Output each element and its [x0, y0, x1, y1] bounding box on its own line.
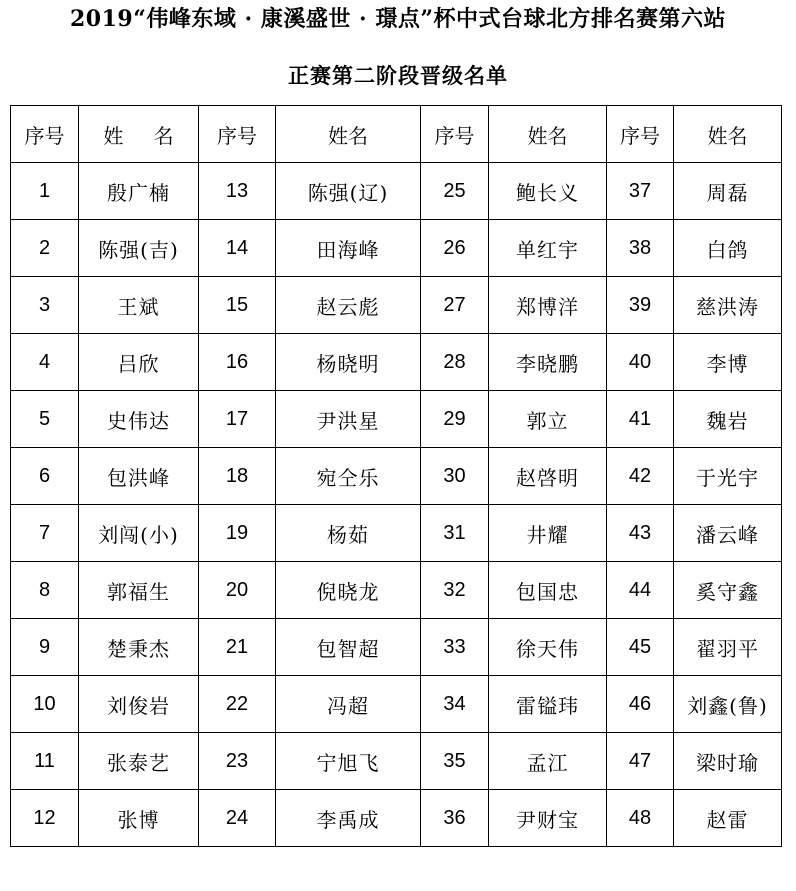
player-seed-number: 29	[421, 391, 489, 448]
player-name: 殷广楠	[79, 163, 199, 220]
player-seed-number: 14	[199, 220, 276, 277]
player-name: 奚守鑫	[674, 562, 782, 619]
player-seed-number: 9	[11, 619, 79, 676]
player-name: 赵云彪	[276, 277, 421, 334]
player-name: 孟江	[489, 733, 607, 790]
table-row	[11, 391, 782, 448]
player-name: 倪晓龙	[276, 562, 421, 619]
table-row	[11, 448, 782, 505]
player-seed-number: 6	[11, 448, 79, 505]
player-name: 张泰艺	[79, 733, 199, 790]
column-header-number: 序号	[607, 106, 674, 163]
player-seed-number: 41	[607, 391, 674, 448]
table-row	[11, 505, 782, 562]
player-name: 李禹成	[276, 790, 421, 847]
player-seed-number: 42	[607, 448, 674, 505]
player-seed-number: 3	[11, 277, 79, 334]
player-seed-number: 12	[11, 790, 79, 847]
player-seed-number: 43	[607, 505, 674, 562]
player-name: 井耀	[489, 505, 607, 562]
player-name: 雷镒玮	[489, 676, 607, 733]
player-name: 包智超	[276, 619, 421, 676]
table-row	[11, 277, 782, 334]
player-name: 田海峰	[276, 220, 421, 277]
player-seed-number: 16	[199, 334, 276, 391]
player-name: 尹洪星	[276, 391, 421, 448]
player-name: 李晓鹏	[489, 334, 607, 391]
player-name: 吕欣	[79, 334, 199, 391]
column-header-name: 姓名	[489, 106, 607, 163]
player-seed-number: 47	[607, 733, 674, 790]
player-name: 宁旭飞	[276, 733, 421, 790]
player-name: 潘云峰	[674, 505, 782, 562]
player-name: 郭立	[489, 391, 607, 448]
table-body	[11, 163, 782, 847]
player-seed-number: 7	[11, 505, 79, 562]
table-row	[11, 562, 782, 619]
player-name: 单红宇	[489, 220, 607, 277]
table-row	[11, 619, 782, 676]
player-name: 徐天伟	[489, 619, 607, 676]
player-seed-number: 34	[421, 676, 489, 733]
column-header-name: 姓名	[276, 106, 421, 163]
player-name: 张博	[79, 790, 199, 847]
player-seed-number: 40	[607, 334, 674, 391]
player-seed-number: 46	[607, 676, 674, 733]
player-seed-number: 2	[11, 220, 79, 277]
player-name: 刘鑫(鲁)	[674, 676, 782, 733]
player-name: 陈强(吉)	[79, 220, 199, 277]
player-name: 陈强(辽)	[276, 163, 421, 220]
player-name: 冯超	[276, 676, 421, 733]
player-name: 郭福生	[79, 562, 199, 619]
player-seed-number: 22	[199, 676, 276, 733]
column-header-name: 姓 名	[79, 106, 199, 163]
player-seed-number: 30	[421, 448, 489, 505]
player-seed-number: 45	[607, 619, 674, 676]
player-name: 李博	[674, 334, 782, 391]
player-name: 翟羽平	[674, 619, 782, 676]
player-seed-number: 24	[199, 790, 276, 847]
player-name: 史伟达	[79, 391, 199, 448]
player-seed-number: 33	[421, 619, 489, 676]
player-seed-number: 5	[11, 391, 79, 448]
player-name: 周磊	[674, 163, 782, 220]
player-seed-number: 48	[607, 790, 674, 847]
player-seed-number: 4	[11, 334, 79, 391]
player-seed-number: 36	[421, 790, 489, 847]
document-subtitle: 正赛第二阶段晋级名单	[288, 63, 508, 88]
player-name: 郑博洋	[489, 277, 607, 334]
document-title: 2019“伟峰东域 · 康溪盛世 · 璟点”杯中式台球北方排名赛第六站	[70, 6, 726, 32]
player-seed-number: 35	[421, 733, 489, 790]
column-header-number: 序号	[11, 106, 79, 163]
player-seed-number: 19	[199, 505, 276, 562]
player-name: 杨茹	[276, 505, 421, 562]
table-row	[11, 220, 782, 277]
table-header-row	[11, 106, 782, 163]
player-name: 杨晓明	[276, 334, 421, 391]
table-row	[11, 676, 782, 733]
table-row	[11, 163, 782, 220]
player-seed-number: 10	[11, 676, 79, 733]
player-seed-number: 21	[199, 619, 276, 676]
qualifier-table	[10, 105, 782, 847]
player-name: 赵啓明	[489, 448, 607, 505]
player-name: 梁时瑜	[674, 733, 782, 790]
player-name: 白鸽	[674, 220, 782, 277]
player-seed-number: 37	[607, 163, 674, 220]
player-seed-number: 1	[11, 163, 79, 220]
player-seed-number: 13	[199, 163, 276, 220]
column-header-name: 姓名	[674, 106, 782, 163]
player-seed-number: 39	[607, 277, 674, 334]
player-name: 宛仝乐	[276, 448, 421, 505]
player-name: 魏岩	[674, 391, 782, 448]
player-seed-number: 28	[421, 334, 489, 391]
player-seed-number: 11	[11, 733, 79, 790]
player-seed-number: 32	[421, 562, 489, 619]
player-seed-number: 31	[421, 505, 489, 562]
table-row	[11, 733, 782, 790]
column-header-number: 序号	[199, 106, 276, 163]
player-seed-number: 26	[421, 220, 489, 277]
player-seed-number: 23	[199, 733, 276, 790]
player-name: 慈洪涛	[674, 277, 782, 334]
table-row	[11, 790, 782, 847]
player-name: 王斌	[79, 277, 199, 334]
player-name: 尹财宝	[489, 790, 607, 847]
player-seed-number: 8	[11, 562, 79, 619]
player-name: 刘俊岩	[79, 676, 199, 733]
player-seed-number: 38	[607, 220, 674, 277]
player-seed-number: 25	[421, 163, 489, 220]
player-seed-number: 20	[199, 562, 276, 619]
player-name: 包洪峰	[79, 448, 199, 505]
player-name: 赵雷	[674, 790, 782, 847]
player-seed-number: 44	[607, 562, 674, 619]
player-name: 包国忠	[489, 562, 607, 619]
player-name: 鲍长义	[489, 163, 607, 220]
table-row	[11, 334, 782, 391]
player-seed-number: 27	[421, 277, 489, 334]
player-name: 楚秉杰	[79, 619, 199, 676]
player-seed-number: 18	[199, 448, 276, 505]
player-name: 于光宇	[674, 448, 782, 505]
player-seed-number: 17	[199, 391, 276, 448]
column-header-number: 序号	[421, 106, 489, 163]
player-name: 刘闯(小)	[79, 505, 199, 562]
player-seed-number: 15	[199, 277, 276, 334]
